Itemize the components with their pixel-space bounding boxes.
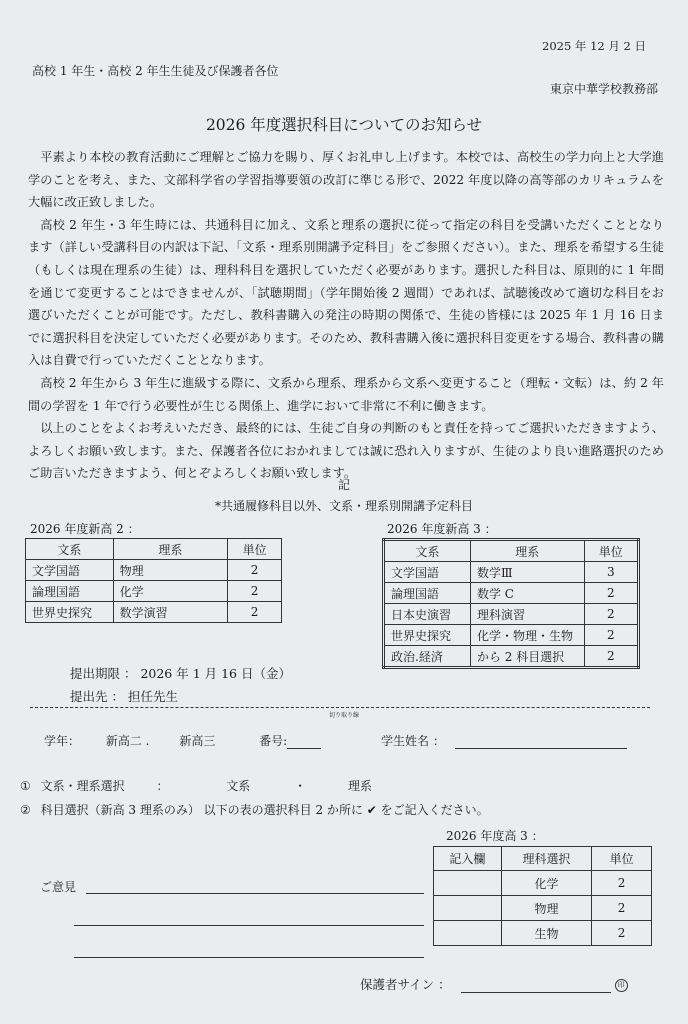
opinion-label: ご意見 [40, 880, 77, 894]
sender: 東京中華学校教務部 [549, 82, 658, 96]
table-cell: 2 [584, 646, 638, 668]
q1-label: 文系・理系選択 [40, 779, 125, 793]
table-cell: 3 [584, 562, 638, 583]
grade-option-3[interactable]: 新高三 [179, 734, 216, 748]
table-cell: 2 [228, 581, 282, 602]
q2-tail: をご記入ください。 [380, 803, 489, 817]
q1-number: ① [20, 779, 31, 793]
table-header: 文系 [26, 539, 114, 560]
table-row [384, 625, 639, 646]
entry-cell[interactable] [434, 921, 502, 946]
guardian-signature-field[interactable] [461, 992, 611, 993]
table-cell: 論理国語 [26, 581, 114, 602]
table-cell: 文学国語 [384, 562, 471, 583]
table-row [434, 896, 652, 921]
table-caption: 2026 年度新高 2 ： [30, 522, 140, 536]
grade3-table [382, 538, 640, 669]
guardian-signature-row [360, 975, 628, 993]
table-cell: 世界史探究 [26, 602, 114, 623]
table-cell: 日本史演習 [384, 604, 471, 625]
submit-to: 提出先 ： 担任先生 [70, 689, 178, 704]
grade-label: 学年： [44, 734, 81, 748]
grade-option-2[interactable]: 新高二 . [105, 734, 150, 748]
table-cell: 生物 [501, 921, 592, 946]
deadline: 提出期限 ： 2026 年 1 月 16 日（金） [70, 666, 291, 681]
table-cell: 数学Ⅲ [470, 562, 584, 583]
table-cell: から 2 科目選択 [470, 646, 584, 668]
table-row [384, 646, 639, 668]
number-label: 番号: [259, 734, 288, 748]
q1-separator: ・ [294, 779, 307, 793]
table-cell: 2 [584, 583, 638, 604]
cut-line-label: 切り取り線 [328, 712, 359, 719]
table-cell: 2 [228, 602, 282, 623]
table-cell: 数学演習 [113, 602, 228, 623]
science-selection-table [433, 846, 652, 946]
course-choice [20, 777, 372, 794]
ki-heading: 記 [337, 478, 350, 492]
table-header: 単位 [228, 539, 282, 560]
table-header: 理科選択 [501, 847, 592, 871]
table-cell: 物理 [501, 896, 592, 921]
table-header: 理系 [113, 539, 228, 560]
q1-colon: ： [156, 779, 169, 793]
table-cell: 2 [592, 921, 652, 946]
entry-cell[interactable] [434, 871, 502, 896]
opinion-line[interactable] [74, 925, 424, 926]
body-text [28, 146, 664, 485]
table-cell: 物理 [113, 560, 228, 581]
subject-choice-instruction [20, 801, 489, 818]
seal-icon: 印 [615, 979, 628, 992]
bunkei-option[interactable]: 文系 [226, 779, 251, 793]
page-title: 2026 年度選択科目についてのお知らせ [205, 116, 483, 134]
table-cell: 2 [584, 625, 638, 646]
table-row [434, 921, 652, 946]
table-row [384, 583, 639, 604]
student-name-label: 学生姓名 ： [381, 734, 445, 748]
table-header: 記入欄 [434, 847, 502, 871]
table-cell: 2 [584, 604, 638, 625]
table-header-row [384, 540, 639, 562]
table-header: 単位 [592, 847, 652, 871]
table-cell: 政治.経済 [384, 646, 471, 668]
table-cell: 理科演習 [470, 604, 584, 625]
table-row [384, 562, 639, 583]
table-cell: 論理国語 [384, 583, 471, 604]
table-caption: 2026 年度高 3 ： [446, 829, 544, 843]
table-caption: 2026 年度新高 3 ： [387, 522, 497, 536]
student-info-row [44, 732, 627, 749]
grade2-table [25, 538, 282, 623]
q2-number: ② [20, 803, 31, 817]
table-row [384, 604, 639, 625]
table-row [26, 602, 282, 623]
paragraph: 以上のことをよくお考えいただき、最終的には、生徒ご自身の判断のもと責任を持ってご選択いただきますよう、よろしくお願い致します。また、保護者各位におかれましては誠に恐れ入りますが、生徒のより良い進路選択のためご助言いただきますよう、何とぞよろしくお願い致します。 [28, 421, 664, 481]
entry-cell[interactable] [434, 896, 502, 921]
table-row [26, 581, 282, 602]
table-header-row [26, 539, 282, 560]
table-cell: 文学国語 [26, 560, 114, 581]
guardian-signature-label: 保護者サイン ： [360, 977, 451, 992]
table-row [434, 871, 652, 896]
issue-date: 2025 年 12 月 2 日 [542, 39, 646, 53]
opinion-line[interactable] [74, 957, 424, 958]
table-header: 単位 [584, 540, 638, 562]
q2-text: 科目選択（新高 3 理系のみ） 以下の表の選択科目 2 か所に [40, 803, 363, 817]
opinion-line[interactable] [86, 893, 424, 894]
table-cell: 世界史探究 [384, 625, 471, 646]
paragraph: 高校 2 年生・3 年生時には、共通科目に加え、文系と理系の選択に従って指定の科目を受講いただくこととなります（詳しい受講科目の内訳は下記、「文系・理系別開講予定科目」をご参照ください）。また、理系を希望する生徒（もしくは現在理系の生徒）は、理科科目を選択していただく必要があります。選択した科目は、原則的に 1 年間を通じて変更することはできませんが、「試聴期間」（学年開始後 2 週間）であれば、試聴後改めて適切な科目をお選びいただくことが可能です。ただし、教科書購入の発注の時期の関係で、生徒の皆様には 2025 年 1 月 16 日までに選択科目を決定していただく必要があります。そのため、教科書購入後に選択科目変更をする場合、教科書の購入は自費で行っていただくこととなります。 [28, 217, 664, 368]
table-header: 理系 [470, 540, 584, 562]
number-field[interactable] [287, 748, 321, 749]
table-cell: 2 [592, 896, 652, 921]
table-cell: 化学 [501, 871, 592, 896]
table-cell: 2 [228, 560, 282, 581]
paragraph: 平素より本校の教育活動にご理解とご協力を賜り、厚くお礼申し上げます。本校では、高校生の学力向上と大学進学のことを考え、また、文部科学省の学習指導要領の改訂に準じる形で、2022 年度以降の高等部のカリキュラムを大幅に改正致しました。 [28, 150, 664, 210]
rikei-option[interactable]: 理系 [347, 779, 372, 793]
table-row [26, 560, 282, 581]
paragraph: 高校 2 年生から 3 年生に進級する際に、文系から理系、理系から文系へ変更すること（理転・文転）は、約 2 年間の学習を 1 年で行う必要性が生じる関係上、進学において非常に不利に働きます。 [28, 375, 664, 413]
table-cell: 化学 [113, 581, 228, 602]
table-cell: 数学 C [470, 583, 584, 604]
table-header-row [434, 847, 652, 871]
table-header: 文系 [384, 540, 471, 562]
check-mark-icon: ✔ [366, 803, 377, 817]
subjects-subtitle: *共通履修科目以外、文系・理系別開講予定科目 [214, 499, 473, 513]
table-cell: 化学・物理・生物 [470, 625, 584, 646]
cut-line [30, 707, 650, 708]
addressee: 高校 1 年生・高校 2 年生生徒及び保護者各位 [32, 64, 279, 78]
student-name-field[interactable] [455, 748, 627, 749]
table-cell: 2 [592, 871, 652, 896]
